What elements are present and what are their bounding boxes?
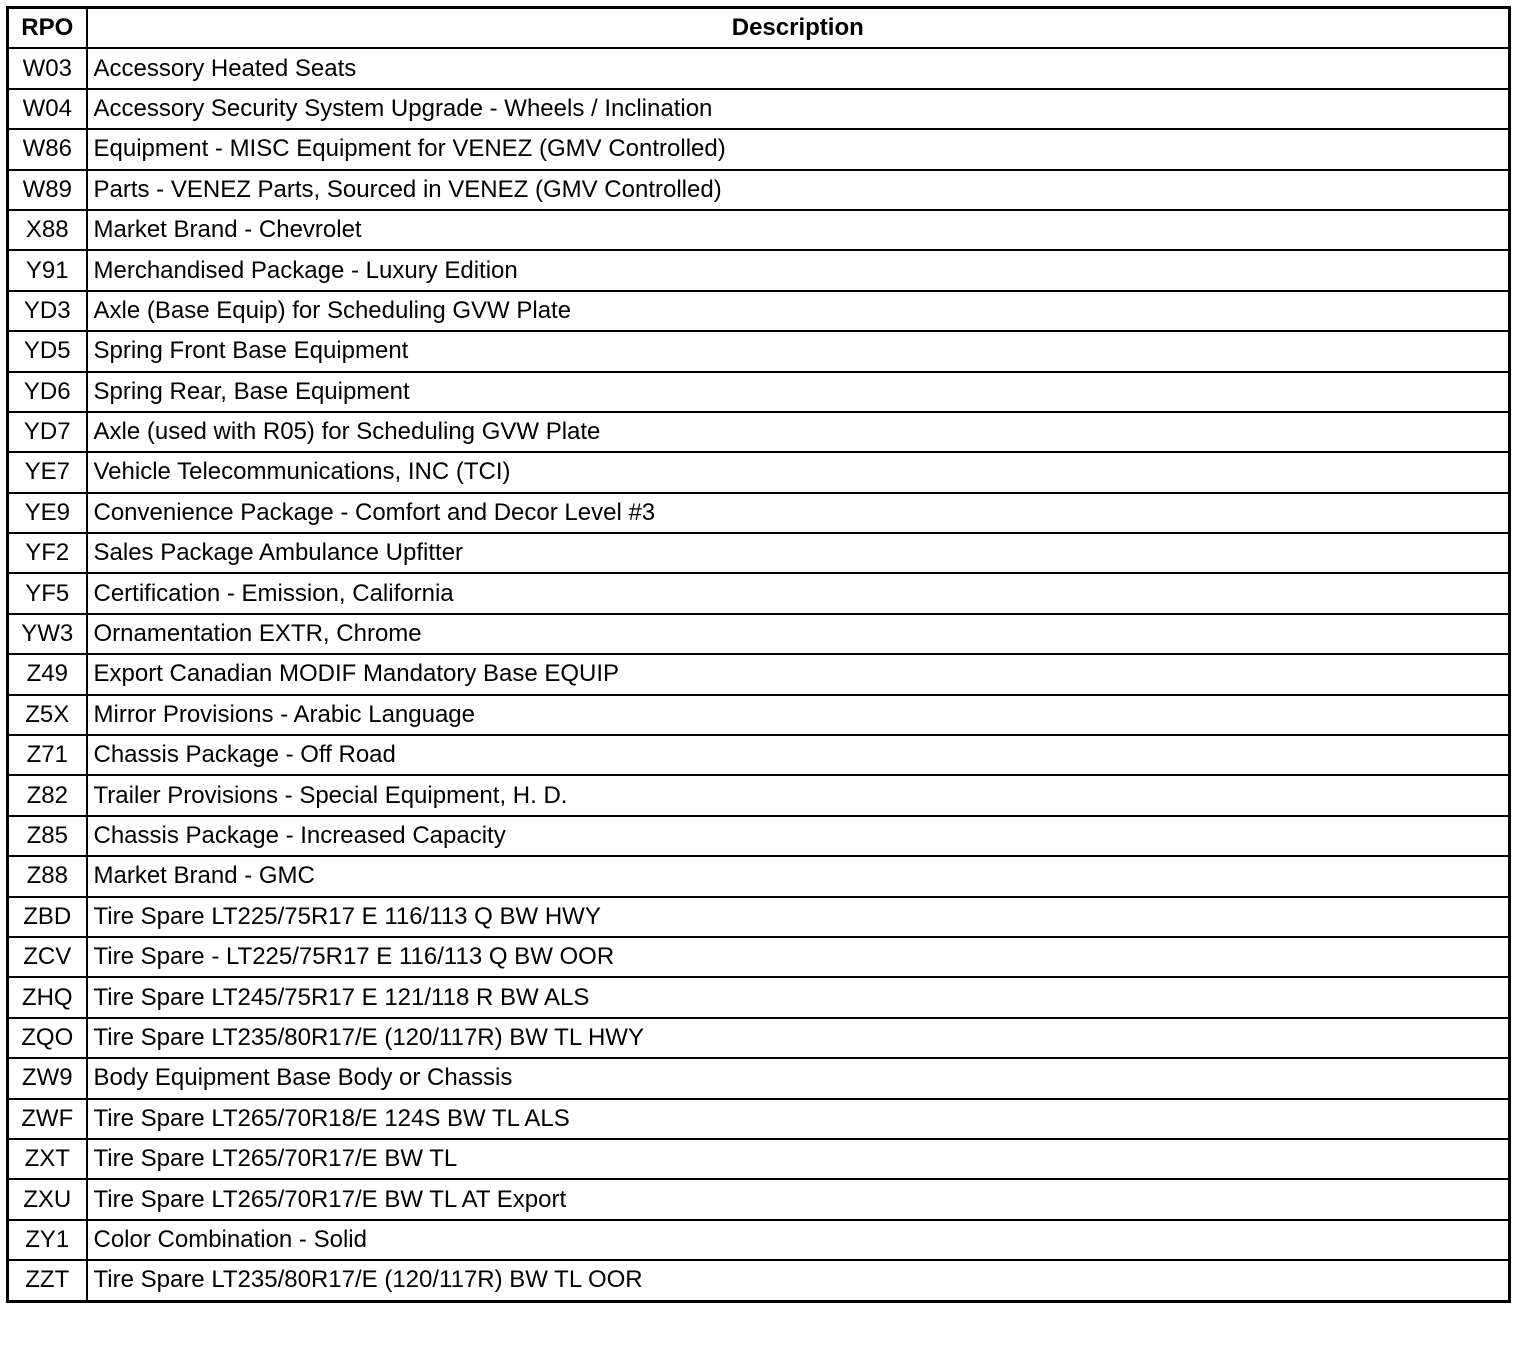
table-row <box>8 614 1510 654</box>
rpo-code-cell: Z5X <box>8 695 87 735</box>
rpo-code-cell: YF5 <box>8 573 87 613</box>
header-description: Description <box>87 8 1510 49</box>
table-row <box>8 695 1510 735</box>
description-cell: Parts - VENEZ Parts, Sourced in VENEZ (GMV Controlled) <box>87 170 1510 210</box>
rpo-code-cell: W03 <box>8 48 87 88</box>
table-row <box>8 573 1510 613</box>
table-row <box>8 412 1510 452</box>
rpo-code-cell: ZXT <box>8 1139 87 1179</box>
header-row <box>8 8 1510 49</box>
description-cell: Tire Spare LT265/70R17/E BW TL <box>87 1139 1510 1179</box>
description-cell: Market Brand - Chevrolet <box>87 210 1510 250</box>
table-row <box>8 372 1510 412</box>
description-cell: Sales Package Ambulance Upfitter <box>87 533 1510 573</box>
description-cell: Tire Spare LT225/75R17 E 116/113 Q BW HWY <box>87 897 1510 937</box>
rpo-code-cell: YD3 <box>8 291 87 331</box>
rpo-code-cell: ZZT <box>8 1260 87 1301</box>
table-row <box>8 250 1510 290</box>
description-cell: Tire Spare - LT225/75R17 E 116/113 Q BW OOR <box>87 937 1510 977</box>
description-cell: Axle (Base Equip) for Scheduling GVW Plate <box>87 291 1510 331</box>
table-row <box>8 210 1510 250</box>
description-cell: Axle (used with R05) for Scheduling GVW Plate <box>87 412 1510 452</box>
table-row <box>8 775 1510 815</box>
rpo-code-cell: W04 <box>8 89 87 129</box>
description-cell: Tire Spare LT245/75R17 E 121/118 R BW ALS <box>87 977 1510 1017</box>
rpo-code-cell: ZQO <box>8 1018 87 1058</box>
table-row <box>8 735 1510 775</box>
table-row <box>8 170 1510 210</box>
description-cell: Tire Spare LT235/80R17/E (120/117R) BW TL OOR <box>87 1260 1510 1301</box>
rpo-code-cell: YW3 <box>8 614 87 654</box>
description-cell: Ornamentation EXTR, Chrome <box>87 614 1510 654</box>
rpo-code-cell: YE7 <box>8 452 87 492</box>
table-row <box>8 493 1510 533</box>
table-row <box>8 977 1510 1017</box>
table-row <box>8 1179 1510 1219</box>
header-rpo: RPO <box>8 8 87 49</box>
rpo-table <box>6 6 1511 1303</box>
description-cell: Merchandised Package - Luxury Edition <box>87 250 1510 290</box>
table-row <box>8 48 1510 88</box>
rpo-code-cell: YE9 <box>8 493 87 533</box>
description-cell: Market Brand - GMC <box>87 856 1510 896</box>
rpo-code-cell: YD5 <box>8 331 87 371</box>
description-cell: Chassis Package - Increased Capacity <box>87 816 1510 856</box>
rpo-code-cell: Z85 <box>8 816 87 856</box>
description-cell: Body Equipment Base Body or Chassis <box>87 1058 1510 1098</box>
description-cell: Export Canadian MODIF Mandatory Base EQUIP <box>87 654 1510 694</box>
table-row <box>8 654 1510 694</box>
table-row <box>8 1018 1510 1058</box>
rpo-code-cell: ZCV <box>8 937 87 977</box>
table-row <box>8 1058 1510 1098</box>
description-cell: Spring Rear, Base Equipment <box>87 372 1510 412</box>
rpo-code-cell: ZBD <box>8 897 87 937</box>
table-row <box>8 129 1510 169</box>
description-cell: Mirror Provisions - Arabic Language <box>87 695 1510 735</box>
description-cell: Accessory Security System Upgrade - Wheels / Inclination <box>87 89 1510 129</box>
table-row <box>8 331 1510 371</box>
description-cell: Tire Spare LT235/80R17/E (120/117R) BW TL HWY <box>87 1018 1510 1058</box>
description-cell: Trailer Provisions - Special Equipment, H. D. <box>87 775 1510 815</box>
rpo-code-cell: ZW9 <box>8 1058 87 1098</box>
table-row <box>8 89 1510 129</box>
rpo-code-cell: Z88 <box>8 856 87 896</box>
rpo-code-cell: YD6 <box>8 372 87 412</box>
rpo-code-cell: ZXU <box>8 1179 87 1219</box>
table-row <box>8 291 1510 331</box>
description-cell: Certification - Emission, California <box>87 573 1510 613</box>
rpo-code-cell: Z82 <box>8 775 87 815</box>
description-cell: Color Combination - Solid <box>87 1220 1510 1260</box>
description-cell: Vehicle Telecommunications, INC (TCI) <box>87 452 1510 492</box>
rpo-code-cell: ZY1 <box>8 1220 87 1260</box>
description-cell: Convenience Package - Comfort and Decor Level #3 <box>87 493 1510 533</box>
description-cell: Spring Front Base Equipment <box>87 331 1510 371</box>
table-row <box>8 533 1510 573</box>
rpo-code-cell: X88 <box>8 210 87 250</box>
table-row <box>8 816 1510 856</box>
table-row <box>8 452 1510 492</box>
rpo-code-cell: ZWF <box>8 1099 87 1139</box>
table-body <box>8 48 1510 1301</box>
table-row <box>8 1139 1510 1179</box>
table-row <box>8 1260 1510 1301</box>
rpo-code-cell: Y91 <box>8 250 87 290</box>
rpo-code-cell: YF2 <box>8 533 87 573</box>
table-row <box>8 856 1510 896</box>
rpo-code-cell: W86 <box>8 129 87 169</box>
rpo-code-cell: ZHQ <box>8 977 87 1017</box>
table-row <box>8 937 1510 977</box>
rpo-code-cell: W89 <box>8 170 87 210</box>
table-row <box>8 1220 1510 1260</box>
table-header <box>8 8 1510 49</box>
description-cell: Tire Spare LT265/70R17/E BW TL AT Export <box>87 1179 1510 1219</box>
table-row <box>8 897 1510 937</box>
rpo-code-cell: Z71 <box>8 735 87 775</box>
rpo-code-cell: Z49 <box>8 654 87 694</box>
description-cell: Tire Spare LT265/70R18/E 124S BW TL ALS <box>87 1099 1510 1139</box>
description-cell: Chassis Package - Off Road <box>87 735 1510 775</box>
table-row <box>8 1099 1510 1139</box>
description-cell: Accessory Heated Seats <box>87 48 1510 88</box>
rpo-code-cell: YD7 <box>8 412 87 452</box>
description-cell: Equipment - MISC Equipment for VENEZ (GMV Controlled) <box>87 129 1510 169</box>
